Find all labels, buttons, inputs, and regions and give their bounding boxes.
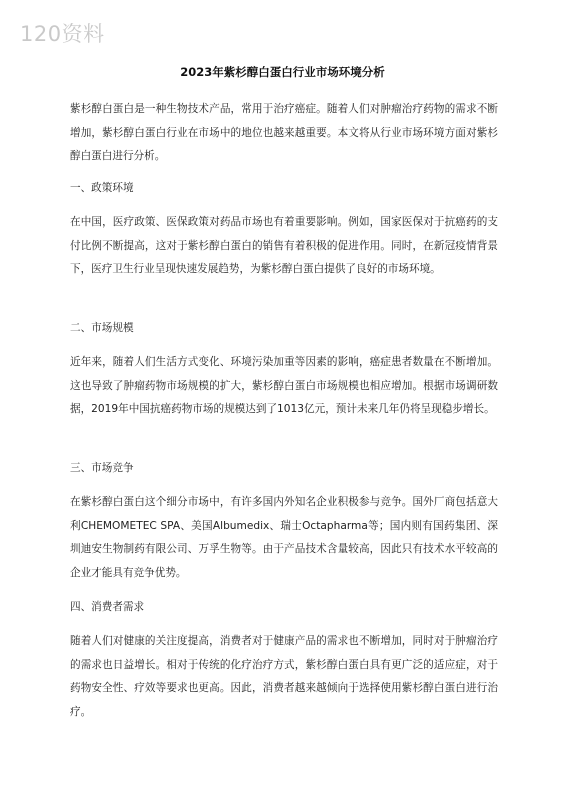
section-body-market-size: 近年来，随着人们生活方式变化、环境污染加重等因素的影响，癌症患者数量在不断增加。这也导致了肿瘤药物市场规模的扩大，紫杉醇白蛋白市场规模也相应增加。根据市场调研数据，2019年中国抗癌药物市场的规模达到了1013亿元，预计未来几年仍将呈现稳步增长。: [70, 356, 498, 415]
section-heading-policy: 一、政策环境: [70, 182, 134, 194]
section-heading-competition: 三、市场竞争: [70, 462, 134, 474]
section-heading-market-size: 二、市场规模: [70, 322, 134, 334]
watermark-logo: 120资料: [20, 22, 105, 46]
section-body-consumer-demand: 随着人们对健康的关注度提高，消费者对于健康产品的需求也不断增加，同时对于肿瘤治疗的需求也日益增长。相对于传统的化疗治疗方式，紫杉醇白蛋白具有更广泛的适应症，对于药物安全性、疗效等要求也更高。因此，消费者越来越倾向于选择使用紫杉醇白蛋白进行治疗。: [70, 635, 498, 718]
intro-paragraph: 紫杉醇白蛋白是一种生物技术产品，常用于治疗癌症。随着人们对肿瘤治疗药物的需求不断增加，紫杉醇白蛋白行业在市场中的地位也越来越重要。本文将从行业市场环境方面对紫杉醇白蛋白进行分析。: [70, 103, 498, 162]
section-body-competition: 在紫杉醇白蛋白这个细分市场中，有许多国内外知名企业积极参与竞争。国外厂商包括意大利CHEMOMETEC SPA、美国Albumedix、瑞士Octapharma等；国内则有国药集团、深圳迪安生物制药有限公司、万孚生物等。由于产品技术含量较高，因此只有技术水平较高的企业才能具有竞争优势。: [70, 496, 498, 579]
section-heading-consumer-demand: 四、消费者需求: [70, 601, 145, 613]
section-body-policy: 在中国，医疗政策、医保政策对药品市场也有着重要影响。例如，国家医保对于抗癌药的支付比例不断提高，这对于紫杉醇白蛋白的销售有着积极的促进作用。同时，在新冠疫情背景下，医疗卫生行业呈现快速发展趋势，为紫杉醇白蛋白提供了良好的市场环境。: [70, 216, 498, 275]
document-title: 2023年紫杉醇白蛋白行业市场环境分析: [180, 65, 385, 79]
